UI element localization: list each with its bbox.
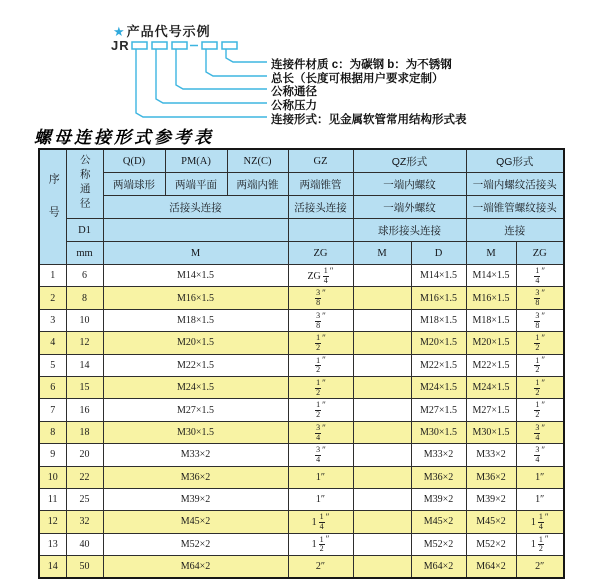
cell-zg-thread: [288, 399, 353, 421]
inch-mark: ″: [322, 332, 326, 343]
cell-qg-zg: 1″: [516, 466, 564, 488]
cell-dn: 25: [66, 488, 103, 510]
cell-dn: 22: [66, 466, 103, 488]
header-connect-qg: 一端锥管螺纹接头: [466, 196, 564, 219]
cell-qz-d: M64×2: [411, 556, 466, 579]
header-code-qd: Q(D): [103, 149, 165, 173]
cell-serial: 4: [39, 332, 66, 354]
stacked-fraction: $\frac{3}{8}$: [535, 288, 540, 308]
leader-line-diameter: [176, 49, 267, 89]
table-row: [39, 466, 564, 488]
header-desc-qg: 一端内螺纹活接头: [466, 173, 564, 196]
code-label-diameter: 公称通径: [271, 85, 317, 98]
cell-dn: 50: [66, 556, 103, 579]
stacked-fraction: $\frac{3}{8}$: [535, 310, 540, 330]
table-row: [39, 287, 564, 309]
header-code-nzc: NZ(C): [227, 149, 288, 173]
stacked-fraction: $\frac{3}{4}$: [316, 422, 321, 442]
cell-dn: 12: [66, 332, 103, 354]
value-prefix: 1: [311, 539, 317, 551]
inch-mark: ″: [541, 265, 546, 276]
cell-qz-d: M33×2: [411, 444, 466, 466]
header-unit-m: M: [103, 242, 288, 265]
table-row: [39, 444, 564, 466]
cell-zg-thread: 1″: [288, 488, 353, 510]
inch-mark: ″: [322, 377, 326, 388]
code-box-5: [222, 42, 237, 49]
header-d1: D1: [66, 219, 103, 242]
inch-mark: ″: [541, 444, 546, 455]
code-box-4: [202, 42, 217, 49]
cell-qz-m: [353, 332, 411, 354]
cell-dn: 15: [66, 376, 103, 398]
code-label-pressure: 公称压力: [271, 99, 317, 112]
header-desc-qd: 两端球形: [103, 173, 165, 196]
cell-serial: 5: [39, 354, 66, 376]
inch-mark: ″: [541, 422, 546, 433]
table-row: [39, 511, 564, 533]
cell-m-thread: M20×1.5: [103, 332, 288, 354]
stacked-fraction: $\frac{1}{2}$: [538, 534, 543, 554]
header-code-qg: QG形式: [466, 149, 564, 173]
header-blank-gz: [288, 219, 353, 242]
stacked-fraction: $\frac{1}{2}$: [316, 377, 321, 397]
header-connect-gz: 活接头连接: [288, 196, 353, 219]
cell-m-thread: M64×2: [103, 556, 288, 579]
cell-qz-d: M36×2: [411, 466, 466, 488]
inch-mark: ″: [329, 265, 334, 276]
cell-qz-m: [353, 399, 411, 421]
cell-serial: 1: [39, 265, 66, 287]
cell-qz-m: [353, 354, 411, 376]
cell-qz-m: [353, 444, 411, 466]
cell-m-thread: M18×1.5: [103, 309, 288, 331]
table-row: [39, 556, 564, 579]
inch-mark: ″: [325, 512, 330, 523]
value-prefix: 1: [311, 517, 317, 529]
cell-m-thread: M16×1.5: [103, 287, 288, 309]
table-row: [39, 399, 564, 421]
cell-qz-m: [353, 309, 411, 331]
stacked-fraction: $\frac{3}{4}$: [535, 422, 540, 442]
cell-serial: 11: [39, 488, 66, 510]
stacked-fraction: $\frac{3}{4}$: [535, 445, 540, 464]
stacked-fraction: $\frac{1}{4}$: [323, 266, 328, 285]
header-code-gz: GZ: [288, 149, 353, 173]
table-body: [39, 265, 564, 579]
cell-dn: 10: [66, 309, 103, 331]
cell-m-thread: M45×2: [103, 511, 288, 533]
stacked-fraction: $\frac{1}{2}$: [535, 355, 540, 375]
cell-qz-m: [353, 287, 411, 309]
table-title: 螺母连接形式参考表: [34, 128, 214, 147]
header-desc-qz: 一端内螺纹: [353, 173, 466, 196]
cell-dn: 6: [66, 265, 103, 287]
cell-serial: 13: [39, 533, 66, 555]
stacked-fraction: $\frac{1}{2}$: [316, 355, 321, 375]
cell-m-thread: M14×1.5: [103, 265, 288, 287]
table-row: [39, 421, 564, 443]
cell-qz-d: M14×1.5: [411, 265, 466, 287]
cell-qz-m: [353, 376, 411, 398]
cell-dn: 32: [66, 511, 103, 533]
cell-serial: 6: [39, 376, 66, 398]
cell-qg-m: M36×2: [466, 466, 516, 488]
header-desc-pma: 两端平面: [165, 173, 227, 196]
cell-zg-thread: [288, 533, 353, 555]
cell-qg-zg: [516, 354, 564, 376]
cell-qz-m: [353, 511, 411, 533]
header-connect-label-qg: 连接: [466, 219, 564, 242]
cell-qg-m: M27×1.5: [466, 399, 516, 421]
header-dn: [66, 149, 103, 219]
cell-qz-m: [353, 533, 411, 555]
cell-serial: 14: [39, 556, 66, 579]
inch-mark: ″: [322, 444, 326, 455]
stacked-fraction: $\frac{1}{2}$: [319, 534, 324, 554]
header-unit-qz-m: M: [353, 242, 411, 265]
stacked-fraction: $\frac{1}{2}$: [316, 400, 321, 420]
cell-serial: 8: [39, 421, 66, 443]
cell-zg-thread: 1″: [288, 466, 353, 488]
cell-zg-thread: [288, 376, 353, 398]
value-prefix: 1: [530, 539, 536, 551]
stacked-fraction: $\frac{3}{8}$: [316, 288, 321, 308]
cell-m-thread: M24×1.5: [103, 376, 288, 398]
cell-qz-d: M18×1.5: [411, 309, 466, 331]
cell-qz-d: M16×1.5: [411, 287, 466, 309]
inch-mark: ″: [541, 288, 546, 299]
code-label-form: 连接形式：见金属软管常用结构形式表: [271, 113, 467, 126]
cell-qz-d: M27×1.5: [411, 399, 466, 421]
cell-qz-m: [353, 265, 411, 287]
cell-qg-zg: [516, 309, 564, 331]
cell-qz-d: M52×2: [411, 533, 466, 555]
header-desc-gz: 两端锥管: [288, 173, 353, 196]
cell-m-thread: M30×1.5: [103, 421, 288, 443]
code-box-2: [152, 42, 167, 49]
code-box-1: [132, 42, 147, 49]
inch-mark: ″: [541, 355, 546, 366]
cell-qg-zg: [516, 332, 564, 354]
cell-serial: 7: [39, 399, 66, 421]
cell-serial: 12: [39, 511, 66, 533]
value-prefix: 1: [530, 517, 536, 529]
header-code-pma: PM(A): [165, 149, 227, 173]
table-row: [39, 309, 564, 331]
cell-qg-m: M52×2: [466, 533, 516, 555]
cell-zg-thread: [288, 309, 353, 331]
cell-qz-m: [353, 488, 411, 510]
cell-qz-d: M39×2: [411, 488, 466, 510]
cell-qg-m: M20×1.5: [466, 332, 516, 354]
header-unit-qg-m: M: [466, 242, 516, 265]
cell-qg-zg: [516, 376, 564, 398]
cell-qz-d: M22×1.5: [411, 354, 466, 376]
cell-serial: 3: [39, 309, 66, 331]
cell-m-thread: M22×1.5: [103, 354, 288, 376]
cell-zg-thread: [288, 287, 353, 309]
cell-m-thread: M39×2: [103, 488, 288, 510]
code-prefix: JR: [111, 38, 130, 53]
inch-mark: ″: [322, 288, 326, 299]
cell-qg-m: M39×2: [466, 488, 516, 510]
cell-zg-thread: [288, 511, 353, 533]
header-unit-qg-zg: ZG: [516, 242, 564, 265]
cell-qz-d: M24×1.5: [411, 376, 466, 398]
header-dn-label: 公称通径: [78, 153, 91, 212]
cell-qg-m: M33×2: [466, 444, 516, 466]
header-connect-m: 活接头连接: [103, 196, 288, 219]
cell-zg-thread: 2″: [288, 556, 353, 579]
inch-mark: ″: [325, 534, 330, 545]
header-serial: [39, 149, 66, 265]
header-ball-connect-qz: 球形接头连接: [353, 219, 466, 242]
cell-qg-m: M45×2: [466, 511, 516, 533]
code-heading-text: 产品代号示例: [126, 24, 211, 39]
cell-qg-m: M18×1.5: [466, 309, 516, 331]
stacked-fraction: $\frac{1}{2}$: [316, 333, 321, 352]
cell-dn: 18: [66, 421, 103, 443]
cell-qz-m: [353, 466, 411, 488]
cell-qg-zg: [516, 444, 564, 466]
value-prefix: ZG: [307, 270, 321, 282]
table-row: [39, 265, 564, 287]
header-code-qz: QZ形式: [353, 149, 466, 173]
table-row: [39, 533, 564, 555]
stacked-fraction: $\frac{1}{4}$: [535, 266, 540, 285]
inch-mark: ″: [541, 400, 546, 411]
cell-qg-m: M22×1.5: [466, 354, 516, 376]
cell-serial: 2: [39, 287, 66, 309]
star-icon: ★: [113, 24, 126, 39]
cell-serial: 10: [39, 466, 66, 488]
cell-dn: 16: [66, 399, 103, 421]
cell-m-thread: M27×1.5: [103, 399, 288, 421]
cell-dn: 14: [66, 354, 103, 376]
nut-connection-table: [38, 148, 565, 579]
cell-m-thread: M36×2: [103, 466, 288, 488]
header-blank-m: [103, 219, 288, 242]
inch-mark: ″: [541, 310, 546, 321]
header-unit-qz-d: D: [411, 242, 466, 265]
inch-mark: ″: [322, 355, 326, 366]
cell-zg-thread: [288, 444, 353, 466]
stacked-fraction: $\frac{3}{4}$: [316, 445, 321, 464]
cell-qg-zg: [516, 265, 564, 287]
cell-qg-zg: [516, 287, 564, 309]
code-box-3: [172, 42, 187, 49]
inch-mark: ″: [322, 310, 326, 321]
stacked-fraction: $\frac{1}{4}$: [319, 512, 324, 532]
inch-mark: ″: [322, 400, 326, 411]
cell-qg-m: M14×1.5: [466, 265, 516, 287]
cell-qg-m: M30×1.5: [466, 421, 516, 443]
cell-qg-zg: 2″: [516, 556, 564, 579]
header-unit-zg: ZG: [288, 242, 353, 265]
cell-dn: 40: [66, 533, 103, 555]
table-row: [39, 488, 564, 510]
cell-m-thread: M52×2: [103, 533, 288, 555]
table-row: [39, 332, 564, 354]
cell-qz-d: M45×2: [411, 511, 466, 533]
cell-qg-zg: [516, 511, 564, 533]
cell-qz-d: M30×1.5: [411, 421, 466, 443]
cell-qz-m: [353, 421, 411, 443]
cell-qg-zg: [516, 399, 564, 421]
header-desc-nzc: 两端内锥: [227, 173, 288, 196]
cell-qg-m: M24×1.5: [466, 376, 516, 398]
cell-serial: 9: [39, 444, 66, 466]
code-label-length: 总长（长度可根据用户要求定制）: [271, 72, 444, 85]
inch-mark: ″: [322, 422, 326, 433]
code-label-material: 连接件材质 c：为碳钢 b：为不锈钢: [271, 58, 452, 71]
table-row: [39, 376, 564, 398]
stacked-fraction: $\frac{1}{2}$: [535, 377, 540, 397]
cell-zg-thread: [288, 265, 353, 287]
leader-line-material: [226, 49, 267, 62]
stacked-fraction: $\frac{1}{2}$: [535, 333, 540, 352]
inch-mark: ″: [541, 332, 546, 343]
table-row: [39, 354, 564, 376]
table-header: [39, 149, 564, 265]
header-serial-label: 序号: [47, 172, 60, 239]
cell-zg-thread: [288, 332, 353, 354]
cell-m-thread: M33×2: [103, 444, 288, 466]
cell-zg-thread: [288, 354, 353, 376]
cell-qg-m: M16×1.5: [466, 287, 516, 309]
cell-qg-zg: [516, 421, 564, 443]
stacked-fraction: $\frac{1}{4}$: [538, 512, 543, 532]
header-connect-qz: 一端外螺纹: [353, 196, 466, 219]
cell-qg-m: M64×2: [466, 556, 516, 579]
cell-qg-zg: 1″: [516, 488, 564, 510]
inch-mark: ″: [544, 512, 549, 523]
cell-dn: 8: [66, 287, 103, 309]
cell-qz-d: M20×1.5: [411, 332, 466, 354]
cell-zg-thread: [288, 421, 353, 443]
stacked-fraction: $\frac{1}{2}$: [535, 400, 540, 420]
inch-mark: ″: [541, 377, 546, 388]
stacked-fraction: $\frac{3}{8}$: [316, 310, 321, 330]
inch-mark: ″: [544, 534, 549, 545]
header-unit-mm: mm: [66, 242, 103, 265]
cell-dn: 20: [66, 444, 103, 466]
cell-qz-m: [353, 556, 411, 579]
cell-qg-zg: [516, 533, 564, 555]
